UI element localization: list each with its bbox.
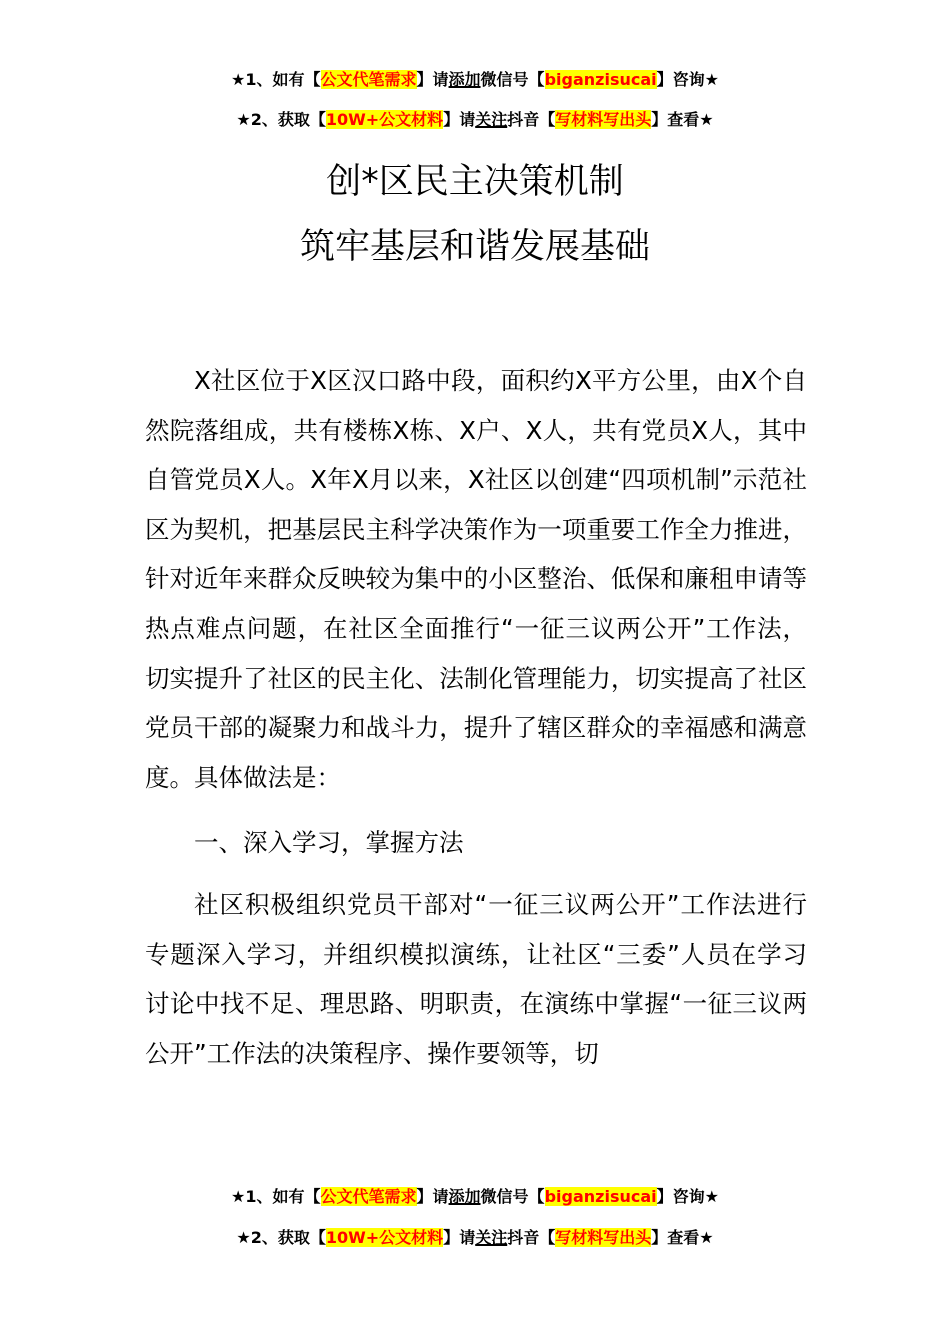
banner-text: 】请 — [443, 110, 476, 129]
banner-highlight: 公文代笔需求 — [320, 1187, 417, 1206]
banner-text: 】查看★ — [651, 1228, 714, 1247]
banner-text: 】查看★ — [651, 110, 714, 129]
banner-underlined: 关注 — [475, 1228, 508, 1247]
footer-banner-line-2 — [0, 1226, 950, 1250]
banner-highlight: 公文代笔需求 — [320, 70, 417, 89]
banner-douyin-id: 写材料写出头 — [555, 110, 652, 129]
header-banner-line-2 — [0, 108, 950, 132]
banner-underlined: 添加 — [448, 1187, 481, 1206]
footer-banner-line-1 — [0, 1185, 950, 1209]
banner-text: 】咨询★ — [656, 70, 719, 89]
document-title-line-1: 创*区民主决策机制 — [326, 162, 624, 202]
header-banner-line-1 — [0, 68, 950, 92]
body-paragraph-1: X社区位于X区汉口路中段，面积约X平方公里，由X个自然院落组成，共有楼栋X栋、X户、X人，共有党员X人，其中自管党员X人。X年X月以来，X社区以创建“四项机制”示范社区为契机，把基层民主科学决策作为一项重要工作全力推进，针对近年来群众反映较为集中的小区整治、低保和廉租申请等热点难点问题，在社区全面推行“一征三议两公开”工作法，切实提升了社区的民主化、法制化管理能力，切实提高了社区党员干部的凝聚力和战斗力，提升了辖区群众的幸福感和满意度。具体做法是： — [145, 366, 807, 792]
banner-wechat-id: biganzisucai — [544, 1187, 657, 1206]
banner-text: 】请 — [416, 1187, 449, 1206]
section-heading-1: 一、深入学习，掌握方法 — [194, 828, 464, 858]
banner-text: ★1、如有【 — [231, 70, 321, 89]
banner-text: 】请 — [443, 1228, 476, 1247]
banner-douyin-id: 写材料写出头 — [555, 1228, 652, 1247]
banner-text: ★2、获取【 — [236, 110, 326, 129]
banner-highlight: 10W+公文材料 — [325, 110, 444, 129]
document-title-line-2: 筑牢基层和谐发展基础 — [299, 227, 650, 267]
banner-highlight: 10W+公文材料 — [325, 1228, 444, 1247]
banner-underlined: 关注 — [475, 110, 508, 129]
banner-text: 】请 — [416, 70, 449, 89]
banner-text: 微信号【 — [480, 1187, 545, 1206]
banner-text: 微信号【 — [480, 70, 545, 89]
body-paragraph-2: 社区积极组织党员干部对“一征三议两公开”工作法进行专题深入学习，并组织模拟演练，让社区“三委”人员在学习讨论中找不足、理思路、明职责，在演练中掌握“一征三议两公开”工作法的决策程序、操作要领等，切 — [145, 889, 807, 1068]
banner-wechat-id: biganzisucai — [544, 70, 657, 89]
banner-text: 】咨询★ — [656, 1187, 719, 1206]
banner-text: 抖音【 — [507, 110, 556, 129]
banner-text: 抖音【 — [507, 1228, 556, 1247]
banner-text: ★1、如有【 — [231, 1187, 321, 1206]
document-body — [145, 356, 807, 1078]
banner-underlined: 添加 — [448, 70, 481, 89]
banner-text: ★2、获取【 — [236, 1228, 326, 1247]
